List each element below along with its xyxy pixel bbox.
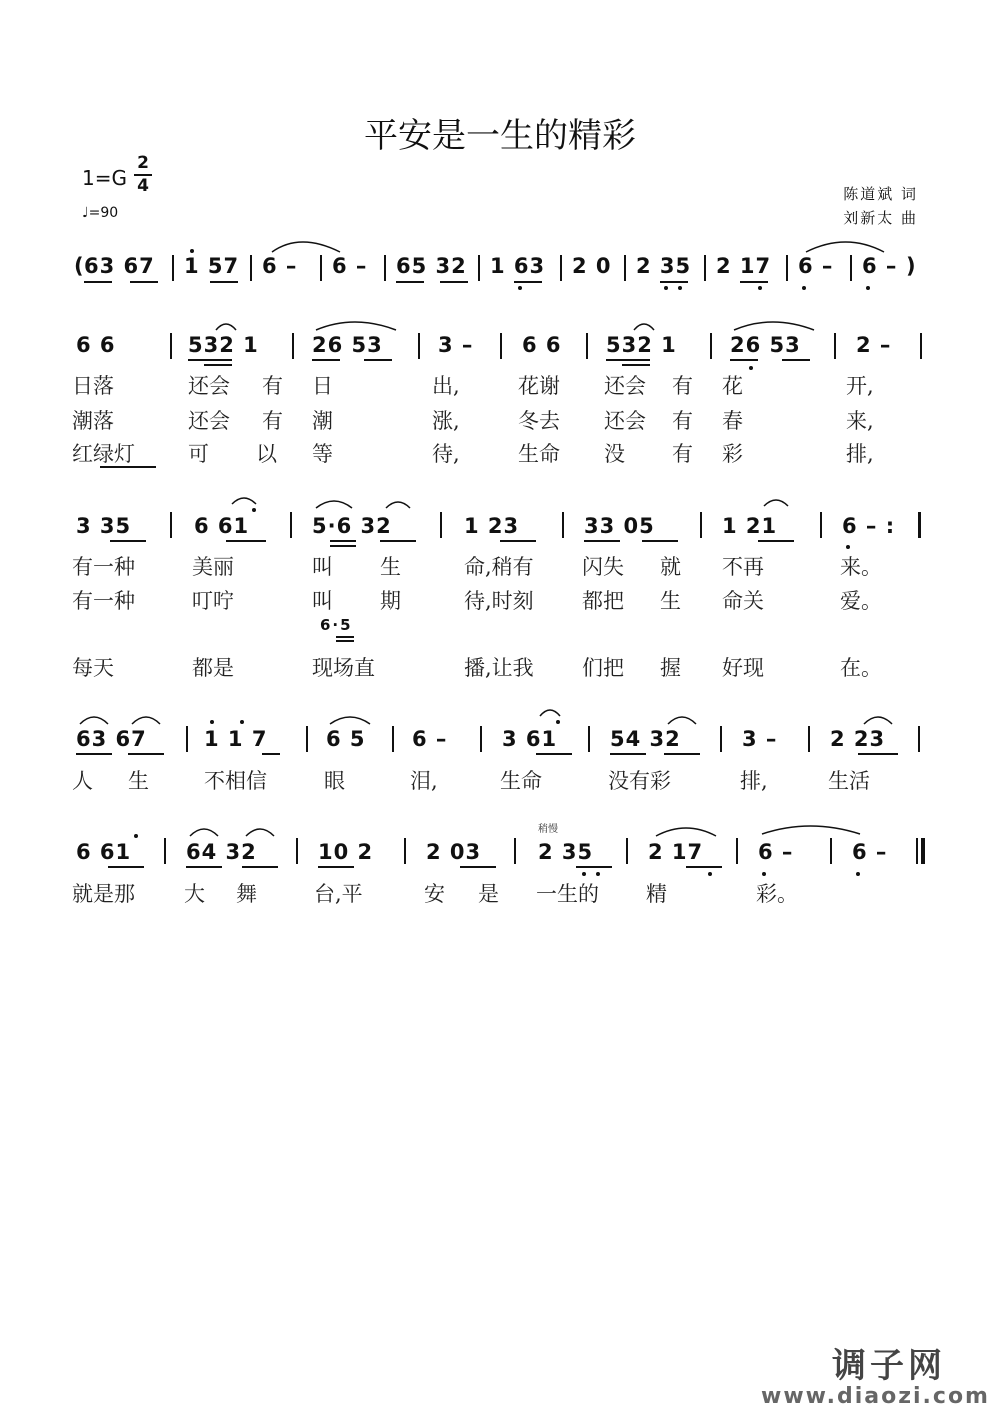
lyric-word: 来, [846, 409, 874, 433]
lyric-word: 都是 [192, 656, 234, 680]
lyric-word: 现场直 [312, 656, 375, 680]
score-measure: 1 63 [490, 254, 546, 278]
lyric-word: 安 [424, 882, 445, 906]
lyricist-credit: 陈道斌 词 [843, 185, 918, 203]
lyric-word: 有一种 [72, 555, 135, 579]
slur-arc [232, 498, 256, 504]
tempo-marking: ♩=90 [82, 205, 119, 221]
lyric-word: 生活 [828, 769, 870, 793]
lyric-word: 命,稍有 [464, 555, 534, 579]
slur-arc [634, 324, 654, 330]
lyric-word: 期 [380, 589, 401, 613]
lyric-word: 待,时刻 [464, 589, 534, 613]
lyric-word: 花谢 [518, 374, 560, 398]
tie-arc [806, 242, 884, 252]
slur-arc [80, 717, 108, 724]
score-measure: 2 35 [538, 840, 594, 864]
lyric-word: 闪失 [582, 555, 624, 579]
variant-notes: 6·5 [320, 616, 353, 634]
lyric-word: 排, [740, 769, 768, 793]
lyric-word: 每天 [72, 656, 114, 680]
lyric-word: 命关 [722, 589, 764, 613]
lyric-word: 有 [262, 409, 283, 433]
lyric-word: 生 [660, 589, 681, 613]
score-measure: 6 6 [76, 333, 116, 357]
score-measure: 6 6 [522, 333, 562, 357]
lyric-word: 待, [432, 442, 460, 466]
lyric-word: 有 [672, 442, 693, 466]
lyric-word: 生 [128, 769, 149, 793]
tie-arc [762, 826, 860, 834]
lyric-word: 就是那 [72, 882, 135, 906]
slur-arc [764, 500, 788, 506]
lyric-word: 潮 [312, 409, 333, 433]
lyric-word: 精 [646, 882, 667, 906]
score-measure: 2 03 [426, 840, 482, 864]
lyric-word: 有 [672, 409, 693, 433]
score-measure: 6 – [862, 254, 898, 278]
lyric-word: 不相信 [204, 769, 267, 793]
lyric-word: 们把 [582, 656, 624, 680]
score-measure: 63 67 [76, 727, 147, 751]
slur-arc [386, 502, 410, 508]
score-measure: 3 – [742, 727, 778, 751]
lyric-word: 春 [722, 409, 743, 433]
score-measure: 3 – [438, 333, 474, 357]
slur-arc [668, 717, 696, 724]
score-measure: 6 61 [76, 840, 132, 864]
lyric-word: 没 [604, 442, 625, 466]
lyric-word: 可 [188, 442, 209, 466]
lyric-word: 以 [256, 442, 277, 466]
slur-arc [316, 322, 396, 330]
lyric-word: 大 [184, 882, 205, 906]
lyric-word: 彩 [722, 442, 743, 466]
score-measure: 1 21 [722, 514, 778, 538]
slur-arc [330, 717, 370, 724]
lyric-word: 舞 [236, 882, 257, 906]
tie-arc [656, 828, 716, 836]
lyric-word: 生命 [500, 769, 542, 793]
score-measure: 33 05 [584, 514, 655, 538]
key-signature: 1=G [82, 166, 127, 190]
lyric-word: 有一种 [72, 589, 135, 613]
lyric-word: 还会 [604, 374, 646, 398]
lyric-word: 等 [312, 442, 333, 466]
score-measure: 6 – : [842, 514, 896, 538]
lyric-word: 有 [672, 374, 693, 398]
score-measure: 2 17 [648, 840, 704, 864]
score-measure: 63 67 [84, 254, 155, 278]
score-measure: 3 61 [502, 727, 558, 751]
lyric-word: 泪, [410, 769, 438, 793]
lyric-word: 有 [262, 374, 283, 398]
lyric-word: 还会 [604, 409, 646, 433]
lyric-word: 叫 [312, 555, 333, 579]
score-measure: 532 1 [606, 333, 677, 357]
lyric-word: 生 [380, 555, 401, 579]
slur-arc [190, 829, 218, 836]
lyric-word: 爱。 [840, 589, 882, 613]
score-measure: 10 2 [318, 840, 374, 864]
score-measure: 2 35 [636, 254, 692, 278]
lyric-word: 花 [722, 374, 743, 398]
lyric-word: 眼 [324, 769, 345, 793]
lyric-word: 日 [312, 374, 333, 398]
score-measure: 64 32 [186, 840, 257, 864]
score-measure: 1 1 7 [204, 727, 268, 751]
score-measure: 2 – [856, 333, 892, 357]
score-measure: 6 – [262, 254, 298, 278]
score-measure: 6 61 [194, 514, 250, 538]
score-measure: 1 57 [184, 254, 240, 278]
score-measure: 6 – [758, 840, 794, 864]
score-measure: 65 32 [396, 254, 467, 278]
lyric-word: 美丽 [192, 555, 234, 579]
site-watermark-url: www.diaozi.com [761, 1384, 990, 1409]
lyric-word: 开, [846, 374, 874, 398]
tempo-change-mark: 稍慢 [538, 824, 558, 835]
lyric-word: 台,平 [314, 882, 363, 906]
slur-arc [246, 829, 274, 836]
score-measure: 6 – [798, 254, 834, 278]
lyric-word: 是 [478, 882, 499, 906]
meter-top: 2 [137, 153, 149, 173]
score-measure: 54 32 [610, 727, 681, 751]
lyric-word: 在。 [840, 656, 882, 680]
slur-arc [216, 324, 236, 330]
intro-close-paren: ) [906, 254, 917, 278]
slur-arc [734, 322, 814, 330]
lyric-word: 出, [432, 374, 460, 398]
score-measure: 2 17 [716, 254, 772, 278]
lyric-word: 涨, [432, 409, 460, 433]
score-measure: 2 0 [572, 254, 612, 278]
lyric-word: 一生的 [536, 882, 599, 906]
intro-open-paren: ( [74, 254, 85, 278]
score-measure: 3 35 [76, 514, 132, 538]
tie-arc [272, 242, 340, 252]
lyric-word: 都把 [582, 589, 624, 613]
lyric-word: 排, [846, 442, 874, 466]
score-measure: 1 23 [464, 514, 520, 538]
slur-arc [316, 501, 352, 508]
score-measure: 2 23 [830, 727, 886, 751]
slur-arc [132, 717, 160, 724]
slur-arc [540, 710, 560, 716]
lyric-word: 还会 [188, 409, 230, 433]
lyric-word: 彩。 [756, 882, 798, 906]
lyric-word: 红绿灯 [72, 442, 135, 466]
score-measure: 26 53 [312, 333, 383, 357]
score-measure: 6 – [852, 840, 888, 864]
lyric-word: 日落 [72, 374, 114, 398]
lyric-word: 就 [660, 555, 681, 579]
lyric-word: 叮咛 [192, 589, 234, 613]
lyric-word: 不再 [722, 555, 764, 579]
slur-arc [864, 717, 892, 724]
lyric-word: 还会 [188, 374, 230, 398]
song-title: 平安是一生的精彩 [364, 116, 636, 156]
lyric-word: 握 [660, 656, 681, 680]
lyric-word: 来。 [840, 555, 882, 579]
lyric-word: 潮落 [72, 409, 114, 433]
meter-bottom: 4 [137, 176, 149, 196]
lyric-word: 人 [72, 769, 93, 793]
score-measure: 6 – [332, 254, 368, 278]
score-measure: 532 1 [188, 333, 259, 357]
lyric-word: 叫 [312, 589, 333, 613]
score-measure: 6 – [412, 727, 448, 751]
lyric-word: 冬去 [518, 409, 560, 433]
score-measure: 5·6 32 [312, 514, 392, 538]
lyric-word: 生命 [518, 442, 560, 466]
site-watermark-name: 调子网 [832, 1346, 946, 1386]
composer-credit: 刘新太 曲 [843, 209, 918, 227]
score-measure: 6 5 [326, 727, 366, 751]
lyric-word: 播,让我 [464, 656, 534, 680]
score-measure: 26 53 [730, 333, 801, 357]
lyric-word: 没有彩 [608, 769, 671, 793]
lyric-word: 好现 [722, 656, 764, 680]
